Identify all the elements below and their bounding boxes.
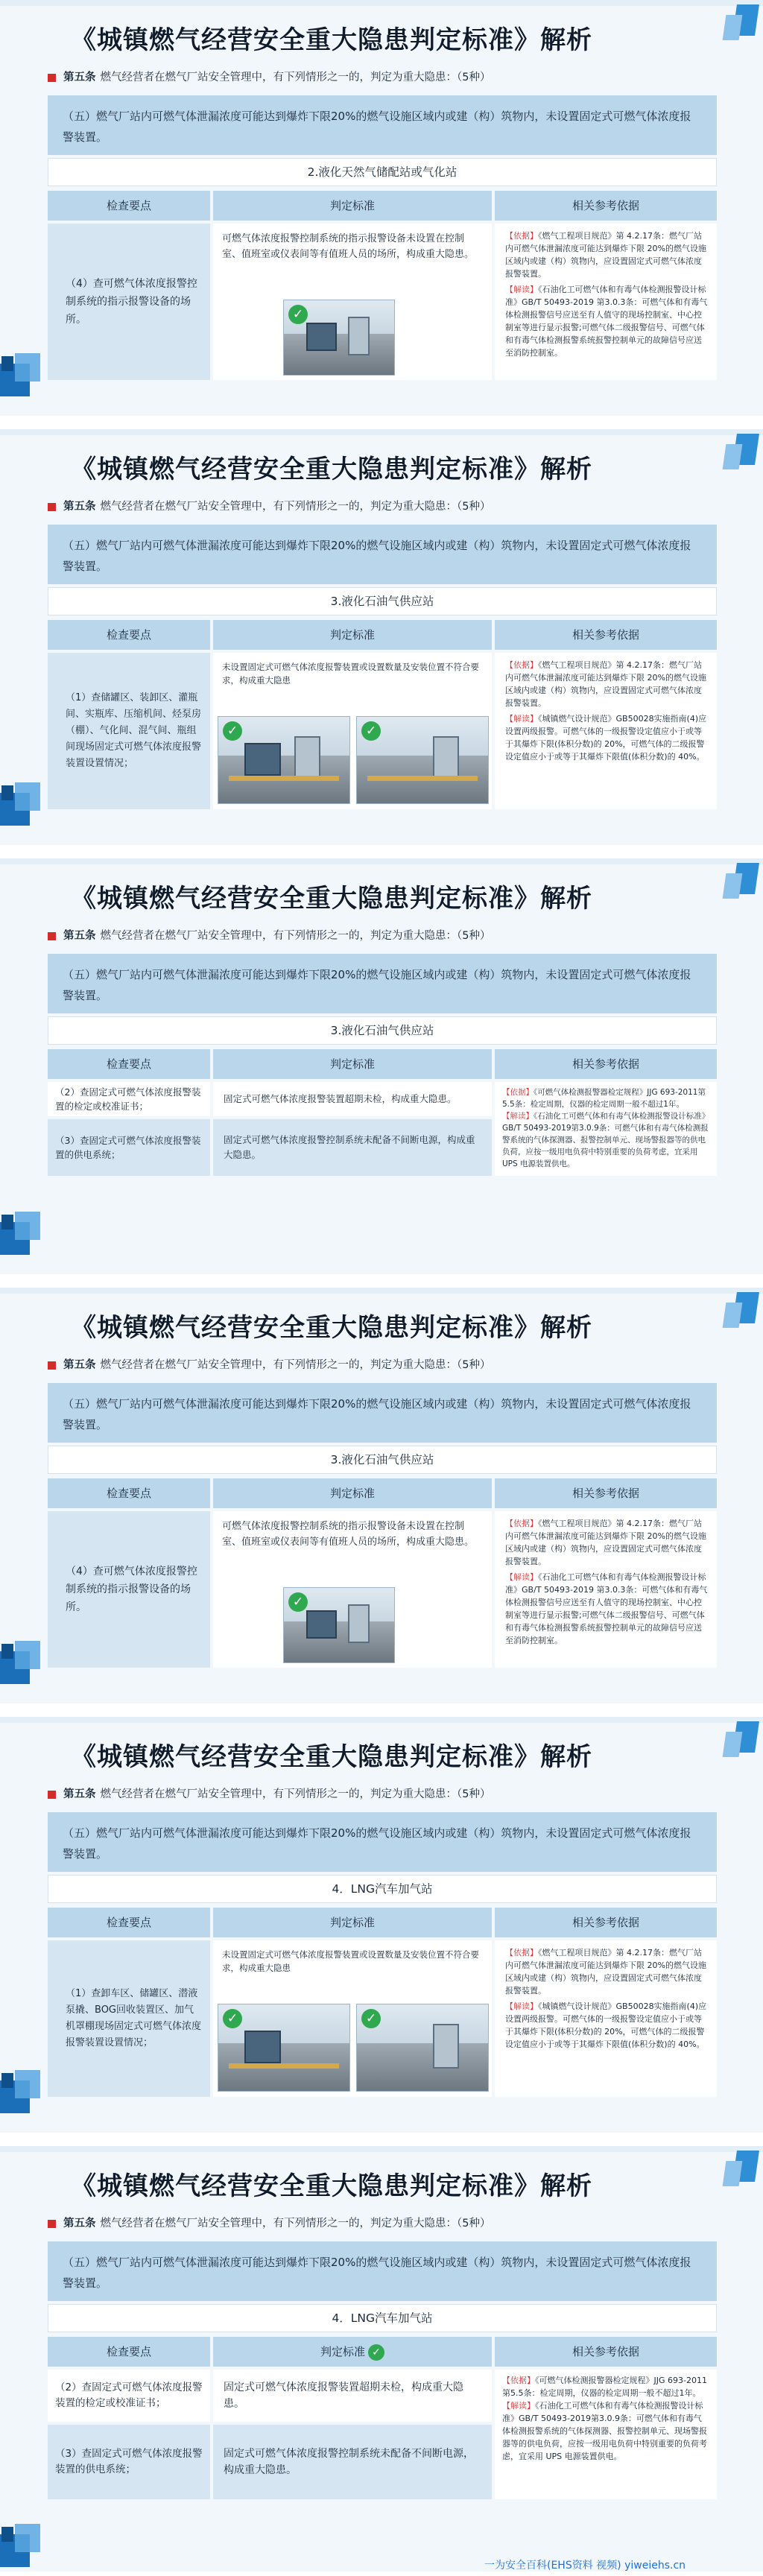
corner-decoration <box>0 779 45 826</box>
section-title: 3.液化石油气供应站 <box>48 1016 717 1045</box>
header-reference: 相关参考依据 <box>495 2337 717 2367</box>
red-square-icon <box>48 503 56 511</box>
article-number: 第五条 <box>63 501 96 513</box>
header-standard: 判定标准 <box>213 191 492 221</box>
provision-box: （五）燃气厂站内可燃气体泄漏浓度可能达到爆炸下限20%的燃气设施区域内或建（构）筑物内，未设置固定式可燃气体浓度报警装置。 <box>48 1812 717 1872</box>
article-line <box>48 927 490 943</box>
article-text: 燃气经营者在燃气厂站安全管理中，有下列情形之一的，判定为重大隐患：（5种） <box>100 930 491 942</box>
corner-decoration <box>723 1721 757 1765</box>
article-line <box>48 2215 490 2230</box>
header-check-point: 检查要点 <box>48 1908 210 1937</box>
header-check-point: 检查要点 <box>48 620 210 650</box>
header-standard-label: 判定标准 <box>320 2345 365 2358</box>
standard-text: 可燃气体浓度报警控制系统的指示报警设备未设置在控制室、值班室或仪表间等有值班人员的场所，构成重大隐患。 <box>222 1521 475 1548</box>
standard-cell: 固定式可燃气体浓度报警装置超期未检，构成重大隐患。 <box>213 1082 492 1116</box>
header-reference: 相关参考依据 <box>495 1049 717 1079</box>
reference-cell <box>495 1940 717 2097</box>
article-text: 燃气经营者在燃气厂站安全管理中，有下列情形之一的，判定为重大隐患：（5种） <box>100 501 491 513</box>
ref-text: 《燃气工程项目规范》第 4.2.17条：燃气厂站内可燃气体泄漏浓度可能达到爆炸下限 20%的燃气设施区域内或建（构）筑物内，应设置固定式可燃气体浓度报警装置。 <box>505 660 706 708</box>
article-number: 第五条 <box>63 1788 96 1800</box>
ref-tag: 【依据】 <box>505 1948 538 1958</box>
red-square-icon <box>48 1791 56 1799</box>
check-icon: ✓ <box>223 721 242 741</box>
reference-cell <box>495 1082 717 1176</box>
corner-decoration <box>723 1292 757 1335</box>
provision-box: （五）燃气厂站内可燃气体泄漏浓度可能达到爆炸下限20%的燃气设施区域内或建（构）筑物内，未设置固定式可燃气体浓度报警装置。 <box>48 95 717 155</box>
ref-text: 《城镇燃气设计规范》GB50028实施指南(4)应设置两级报警。可燃气体的一级报警设定值应小于或等于其爆炸下限(体积分数)的 20%，可燃气体的二级报警设定值应小于或等于其爆炸下限值(体积分数)的 40%。 <box>505 714 707 762</box>
ref-tag: 【依据】 <box>502 2376 535 2385</box>
top-bar <box>0 1288 763 1294</box>
header-standard: 判定标准 <box>213 1908 492 1937</box>
corner-decoration <box>0 2067 45 2113</box>
corner-decoration <box>0 2521 45 2567</box>
check-icon: ✓ <box>288 1592 308 1612</box>
article-number: 第五条 <box>63 1359 96 1371</box>
corner-decoration <box>723 2151 757 2194</box>
reference-cell <box>495 653 717 809</box>
slide-2 <box>0 429 763 849</box>
header-check-point: 检查要点 <box>48 1478 210 1508</box>
ref-text: 《可燃气体检测报警器检定规程》JJG 693-2011第5.5条：检定周期，仪器的检定周期一般不超过1年。 <box>502 2376 707 2398</box>
header-check-point: 检查要点 <box>48 1049 210 1079</box>
article-number: 第五条 <box>63 930 96 942</box>
slide-5 <box>0 1717 763 2137</box>
photo-pump-station <box>356 716 489 804</box>
slide-title: 《城镇燃气经营安全重大隐患判定标准》解析 <box>71 1742 592 1772</box>
standard-text: 未设置固定式可燃气体浓度报警装置或设置数量及安装位置不符合要求，构成重大隐患 <box>222 662 479 686</box>
reference-cell <box>495 2370 717 2499</box>
check-point-cell: （1）查储罐区、装卸区、灌瓶间、实瓶库、压缩机间、烃泵房（棚）、气化间、混气间、瓶组间现场固定式可燃气体浓度报警装置设置情况； <box>48 653 210 809</box>
corner-decoration <box>723 863 757 906</box>
slide-title: 《城镇燃气经营安全重大隐患判定标准》解析 <box>71 884 592 914</box>
slide-title: 《城镇燃气经营安全重大隐患判定标准》解析 <box>71 2171 592 2201</box>
standard-cell: 固定式可燃气体浓度报警控制系统未配备不间断电源，构成重大隐患。 <box>213 2425 492 2499</box>
photo-dispenser-canopy <box>356 2004 489 2092</box>
ref-text: 《燃气工程项目规范》第 4.2.17条：燃气厂站内可燃气体泄漏浓度可能达到爆炸下限 20%的燃气设施区域内或建（构）筑物内，应设置固定式可燃气体浓度报警装置。 <box>505 1519 706 1566</box>
check-icon: ✓ <box>223 2009 242 2028</box>
red-square-icon <box>48 932 56 940</box>
top-bar <box>0 2146 763 2152</box>
ref-text: 《石油化工可燃气体和有毒气体检测报警设计标准》GB/T 50493-2019 第3.0.3条：可燃气体和有毒气体检测报警信号应送至有人值守的现场控制室、中心控制室等进行显示报警;可燃气体二级报警信号、可燃气体和有毒气体检测报警系统报警控制单元的故障信号应送至消防控制室。 <box>505 1572 708 1645</box>
section-title: 3.液化石油气供应站 <box>48 1446 717 1474</box>
check-icon: ✓ <box>368 2344 384 2361</box>
slide-title: 《城镇燃气经营安全重大隐患判定标准》解析 <box>71 455 592 484</box>
section-title: 2.液化天然气储配站或气化站 <box>48 158 717 186</box>
corner-decoration <box>723 434 757 477</box>
section-title: 3.液化石油气供应站 <box>48 587 717 615</box>
check-point-cell: （4）查可燃气体浓度报警控制系统的指示报警设备的场所。 <box>48 224 210 380</box>
ref-text: 《燃气工程项目规范》第 4.2.17条：燃气厂站内可燃气体泄漏浓度可能达到爆炸下限 20%的燃气设施区域内或建（构）筑物内，应设置固定式可燃气体浓度报警装置。 <box>505 231 706 279</box>
article-text: 燃气经营者在燃气厂站安全管理中，有下列情形之一的，判定为重大隐患：（5种） <box>100 2218 491 2230</box>
corner-decoration <box>723 4 757 48</box>
check-icon: ✓ <box>288 305 308 324</box>
photo-alarm-panel <box>283 1587 395 1663</box>
section-title: 4．LNG汽车加气站 <box>48 2304 717 2332</box>
slide-title: 《城镇燃气经营安全重大隐患判定标准》解析 <box>71 25 592 55</box>
reference-cell <box>495 224 717 380</box>
reference-cell <box>495 1511 717 1668</box>
article-text: 燃气经营者在燃气厂站安全管理中，有下列情形之一的，判定为重大隐患：（5种） <box>100 1359 491 1371</box>
red-square-icon <box>48 74 56 82</box>
check-point-cell: （2）查固定式可燃气体浓度报警装置的检定或校准证书； <box>48 2370 210 2422</box>
photo-tank-area <box>218 716 350 804</box>
top-bar <box>0 429 763 435</box>
ref-text: 《石油化工可燃气体和有毒气体检测报警设计标准》GB/T 50493-2019第3.0.9条：可燃气体和有毒气体检测报警系统的气体探测器、报警控制单元、现场警报器等的供电负荷，应按一级用电负荷中特别重要的负荷考虑，宜采用 UPS 电源装置供电。 <box>502 1112 709 1168</box>
article-number: 第五条 <box>63 2218 96 2230</box>
check-icon: ✓ <box>361 721 381 741</box>
slide-3 <box>0 858 763 1279</box>
corner-decoration <box>0 1209 45 1255</box>
article-line <box>48 1356 490 1372</box>
corner-decoration <box>0 1638 45 1684</box>
ref-tag: 【解读】 <box>505 2001 538 2011</box>
corner-decoration <box>0 350 45 396</box>
red-square-icon <box>48 1361 56 1370</box>
article-text: 燃气经营者在燃气厂站安全管理中，有下列情形之一的，判定为重大隐患：（5种） <box>100 1788 491 1800</box>
ref-text: 《城镇燃气设计规范》GB50028实施指南(4)应设置两级报警。可燃气体的一级报警设定值应小于或等于其爆炸下限(体积分数)的 20%，可燃气体的二级报警设定值应小于或等于其爆炸下限值(体积分数)的 40%。 <box>505 2001 707 2049</box>
standard-text: 可燃气体浓度报警控制系统的指示报警设备未设置在控制室、值班室或仪表间等有值班人员的场所，构成重大隐患。 <box>222 233 475 260</box>
ref-text: 《石油化工可燃气体和有毒气体检测报警设计标准》GB/T 50493-2019第3.0.9条：可燃气体和有毒气体检测报警系统的气体探测器、报警控制单元、现场警报器等的供电负荷，应按一级用电负荷中特别重要的负荷考虑，宜采用 UPS 电源装置供电。 <box>502 2401 707 2461</box>
provision-box: （五）燃气厂站内可燃气体泄漏浓度可能达到爆炸下限20%的燃气设施区域内或建（构）筑物内，未设置固定式可燃气体浓度报警装置。 <box>48 954 717 1013</box>
check-point-cell: （4）查可燃气体浓度报警控制系统的指示报警设备的场所。 <box>48 1511 210 1668</box>
section-title: 4．LNG汽车加气站 <box>48 1875 717 1903</box>
ref-tag: 【依据】 <box>502 1088 534 1097</box>
slide-title: 《城镇燃气经营安全重大隐患判定标准》解析 <box>71 1313 592 1343</box>
ref-tag: 【解读】 <box>505 714 538 724</box>
standard-text: 未设置固定式可燃气体浓度报警装置或设置数量及安装位置不符合要求，构成重大隐患 <box>222 1949 479 1973</box>
header-reference: 相关参考依据 <box>495 620 717 650</box>
ref-tag: 【解读】 <box>502 2401 535 2411</box>
article-line <box>48 498 490 513</box>
header-check-point: 检查要点 <box>48 2337 210 2367</box>
top-bar <box>0 0 763 6</box>
header-reference: 相关参考依据 <box>495 1478 717 1508</box>
article-line <box>48 1785 490 1801</box>
photo-alarm-panel <box>283 300 395 376</box>
top-bar <box>0 1717 763 1723</box>
provision-box: （五）燃气厂站内可燃气体泄漏浓度可能达到爆炸下限20%的燃气设施区域内或建（构）筑物内，未设置固定式可燃气体浓度报警装置。 <box>48 1383 717 1443</box>
header-reference: 相关参考依据 <box>495 191 717 221</box>
ref-tag: 【解读】 <box>505 1572 538 1582</box>
slide-4 <box>0 1288 763 1708</box>
provision-box: （五）燃气厂站内可燃气体泄漏浓度可能达到爆炸下限20%的燃气设施区域内或建（构）筑物内，未设置固定式可燃气体浓度报警装置。 <box>48 2241 717 2301</box>
header-check-point: 检查要点 <box>48 191 210 221</box>
check-point-cell: （3）查固定式可燃气体浓度报警装置的供电系统； <box>48 1119 210 1176</box>
footer-watermark[interactable]: 一为安全百科(EHS资料 视频) yiweiehs.cn <box>484 2560 686 2572</box>
slide-1 <box>0 0 763 420</box>
ref-tag: 【解读】 <box>502 1112 534 1121</box>
header-standard: 判定标准 <box>213 1478 492 1508</box>
check-point-cell: （1）查卸车区、储罐区、潜液泵撬、BOG回收装置区、加气机罩棚现场固定式可燃气体浓度报警装置设置情况； <box>48 1940 210 2097</box>
ref-tag: 【依据】 <box>505 1519 538 1528</box>
standard-cell: 固定式可燃气体浓度报警控制系统未配备不间断电源，构成重大隐患。 <box>213 1119 492 1176</box>
check-icon: ✓ <box>361 2009 381 2028</box>
photo-unloading-area <box>218 2004 350 2092</box>
slide-6 <box>0 2146 763 2576</box>
standard-cell: 固定式可燃气体浓度报警装置超期未检，构成重大隐患。 <box>213 2370 492 2422</box>
provision-box: （五）燃气厂站内可燃气体泄漏浓度可能达到爆炸下限20%的燃气设施区域内或建（构）筑物内，未设置固定式可燃气体浓度报警装置。 <box>48 525 717 584</box>
ref-text: 《燃气工程项目规范》第 4.2.17条：燃气厂站内可燃气体泄漏浓度可能达到爆炸下限 20%的燃气设施区域内或建（构）筑物内，应设置固定式可燃气体浓度报警装置。 <box>505 1948 706 1996</box>
ref-tag: 【依据】 <box>505 231 538 241</box>
ref-tag: 【解读】 <box>505 285 538 294</box>
article-text: 燃气经营者在燃气厂站安全管理中，有下列情形之一的，判定为重大隐患：（5种） <box>100 72 491 83</box>
top-bar <box>0 858 763 864</box>
ref-text: 《可燃气体检测报警器检定规程》JJG 693-2011第5.5条：检定周期，仪器的检定周期一般不超过1年。 <box>502 1088 706 1109</box>
check-point-cell: （3）查固定式可燃气体浓度报警装置的供电系统； <box>48 2425 210 2499</box>
article-line <box>48 69 490 84</box>
article-number: 第五条 <box>63 72 96 83</box>
header-reference: 相关参考依据 <box>495 1908 717 1937</box>
header-standard: 判定标准 <box>213 620 492 650</box>
header-standard <box>213 2337 492 2367</box>
red-square-icon <box>48 2220 56 2228</box>
ref-tag: 【依据】 <box>505 660 538 670</box>
ref-text: 《石油化工可燃气体和有毒气体检测报警设计标准》GB/T 50493-2019 第3.0.3条：可燃气体和有毒气体检测报警信号应送至有人值守的现场控制室、中心控制室等进行显示报警;可燃气体二级报警信号、可燃气体和有毒气体检测报警系统报警控制单元的故障信号应送至消防控制室。 <box>505 285 708 358</box>
check-point-cell: （2）查固定式可燃气体浓度报警装置的检定或校准证书； <box>48 1082 210 1116</box>
header-standard: 判定标准 <box>213 1049 492 1079</box>
